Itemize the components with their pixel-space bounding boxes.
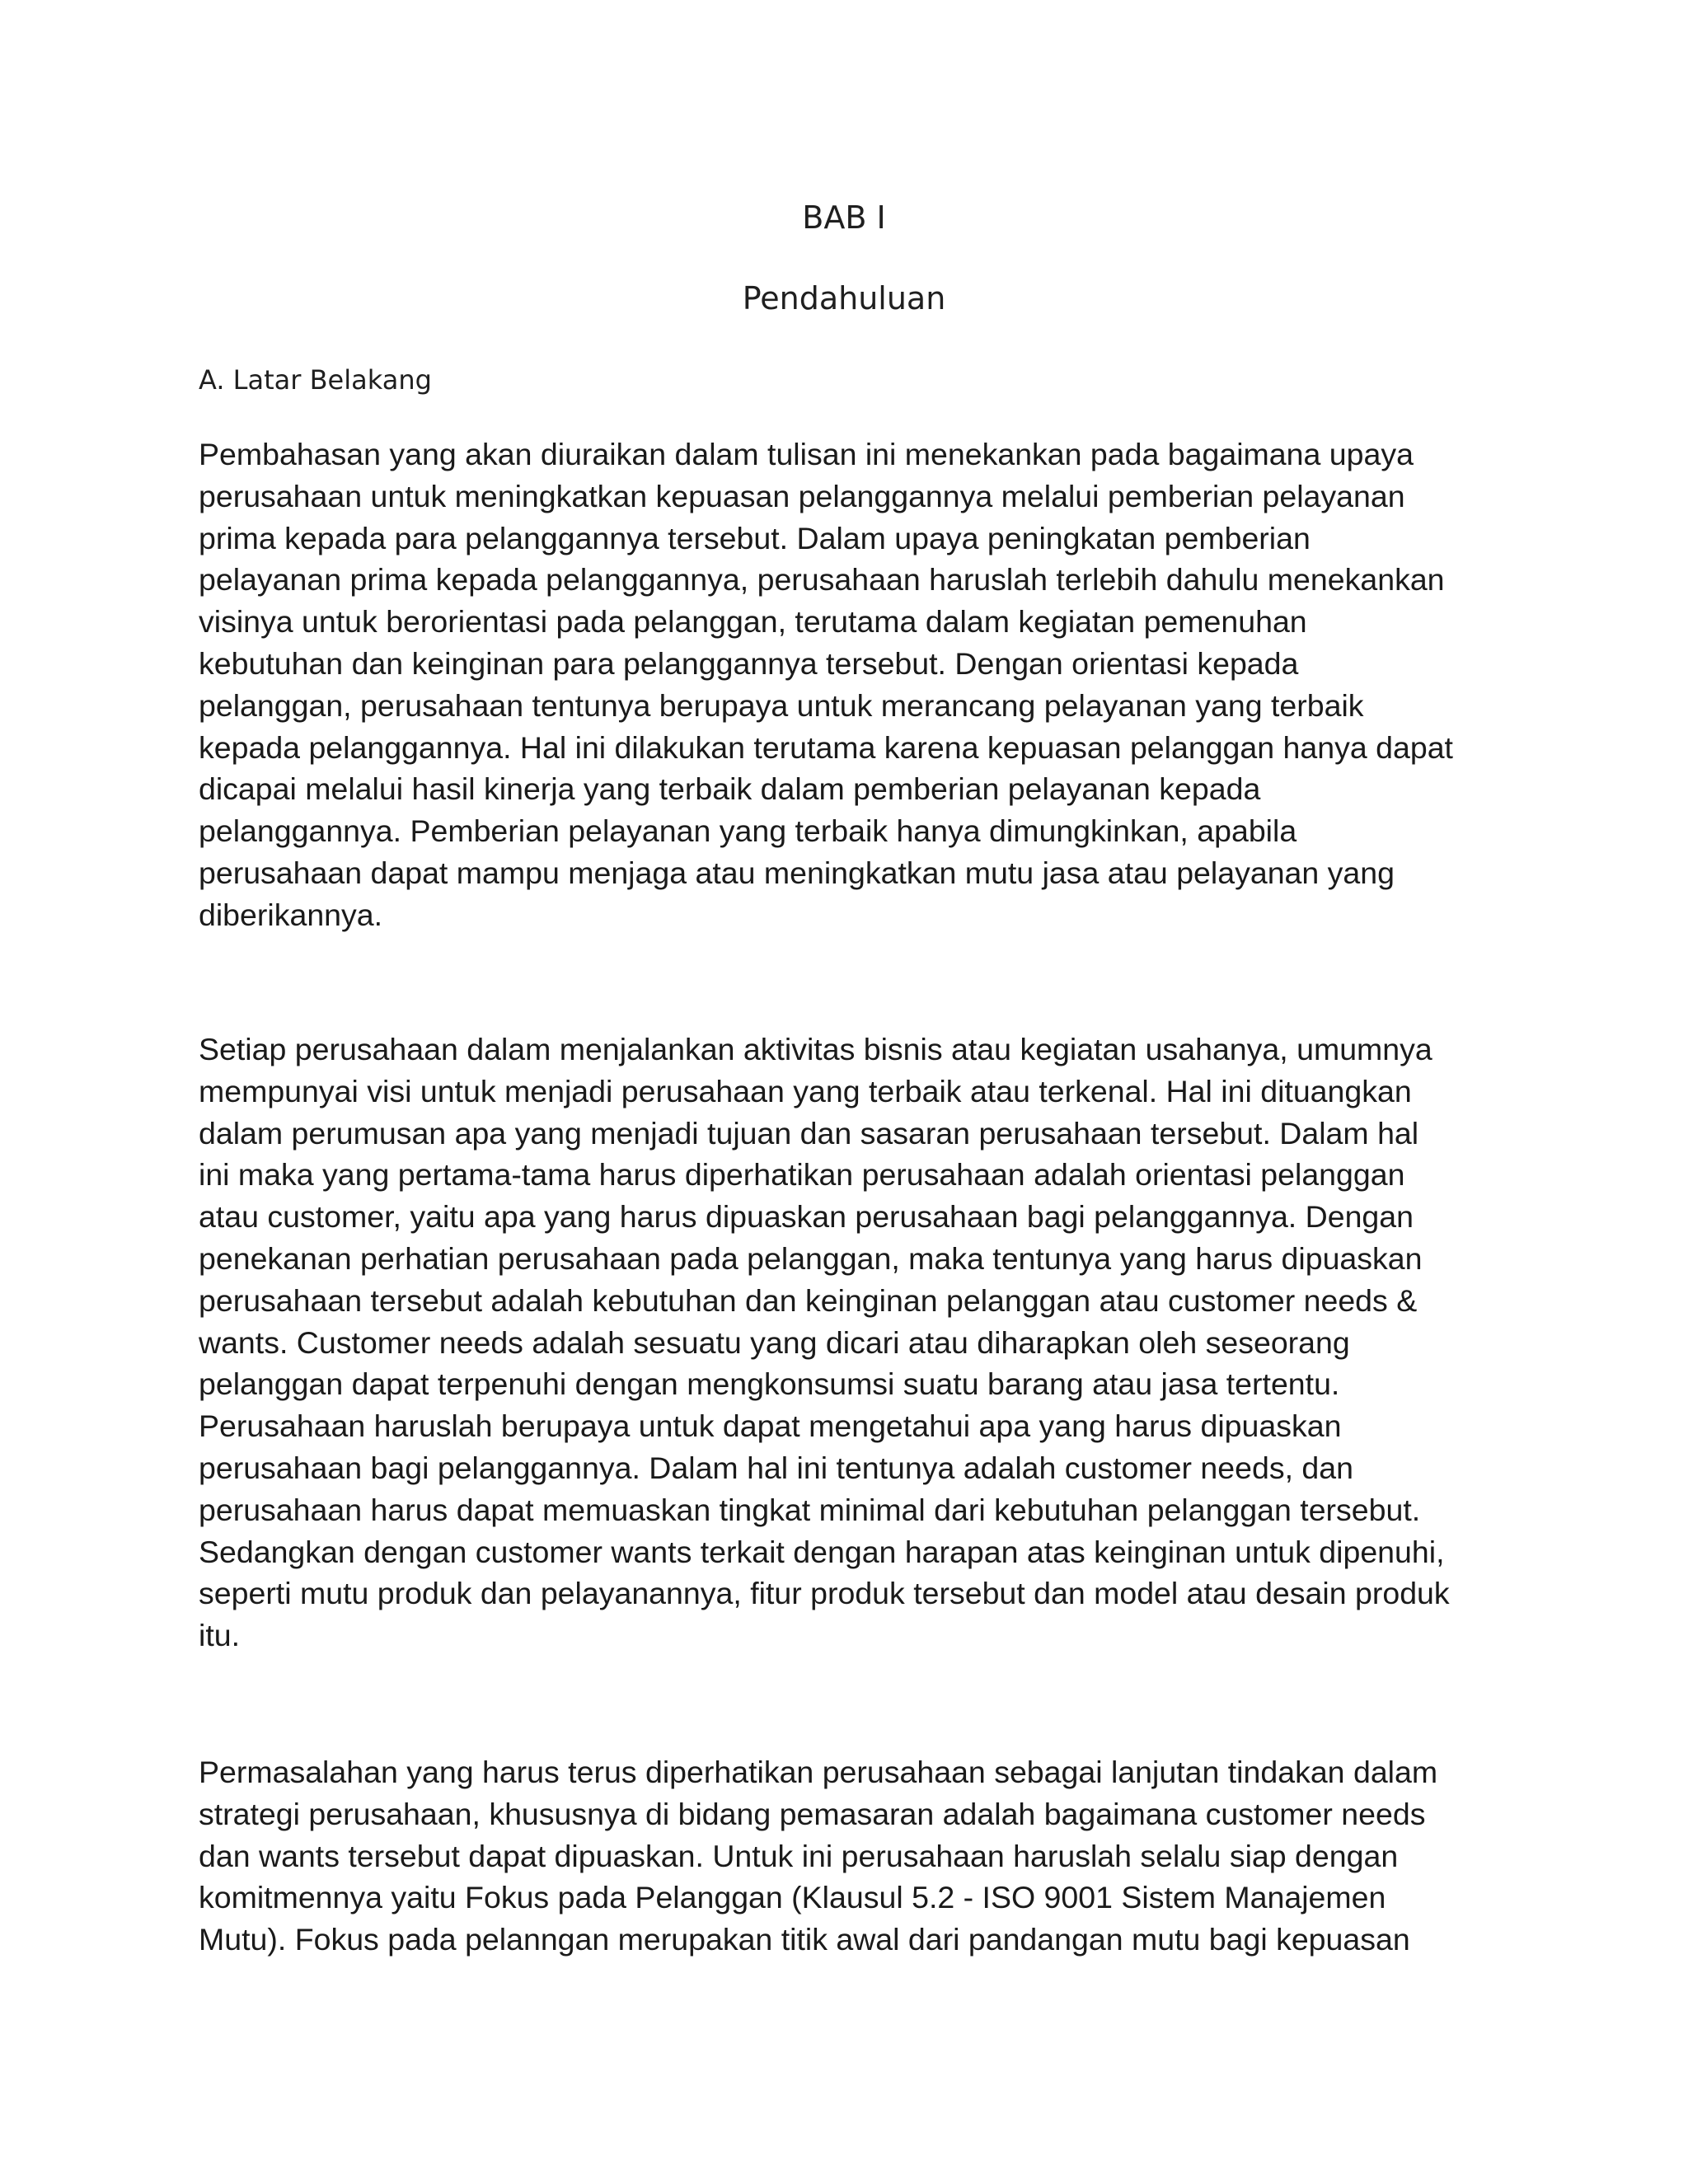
section-heading: A. Latar Belakang [199,364,432,396]
chapter-title: Pendahuluan [742,280,946,316]
paragraph-2: Setiap perusahaan dalam menjalankan aktivitas bisnis atau kegiatan usahanya, umumnya mempunyai visi untuk menjadi perusahaan yang terbaik atau terkenal. Hal ini dituangkan dalam perumusan apa yang menjadi tujuan dan sasaran perusahaan tersebut. Dalam hal ini maka yang pertama-tama harus diperhatikan perusahaan adalah orientasi pelanggan atau customer, yaitu apa yang harus dipuaskan perusahaan bagi pelanggannya. Dengan penekanan perhatian perusahaan pada pelanggan, maka tentunya yang harus dipuaskan perusahaan tersebut adalah kebutuhan dan keinginan pelanggan atau customer needs & wants. Customer needs adalah sesuatu yang dicari atau diharapkan oleh seseorang pelanggan dapat terpenuhi dengan mengkonsumsi suatu barang atau jasa tertentu. Perusahaan haruslah berupaya untuk dapat mengetahui apa yang harus dipuaskan perusahaan bagi pelanggannya. Dalam hal ini tentunya adalah customer needs, dan perusahaan harus dapat memuaskan tingkat minimal dari kebutuhan pelanggan tersebut. Sedangkan dengan customer wants terkait dengan harapan atas keinginan untuk dipenuhi, seperti mutu produk dan pelayanannya, fitur produk tersebut dan model atau desain produk itu. [199,1032,1450,1653]
paragraph-1: Pembahasan yang akan diuraikan dalam tulisan ini menekankan pada bagaimana upaya perusahaan untuk meningkatkan kepuasan pelanggannya melalui pemberian pelayanan prima kepada para pelanggannya tersebut. Dalam upaya peningkatan pemberian pelayanan prima kepada pelanggannya, perusahaan haruslah terlebih dahulu menekankan visinya untuk berorientasi pada pelanggan, terutama dalam kegiatan pemenuhan kebutuhan dan keinginan para pelanggannya tersebut. Dengan orientasi kepada pelanggan, perusahaan tentunya berupaya untuk merancang pelayanan yang terbaik kepada pelanggannya. Hal ini dilakukan terutama karena kepuasan pelanggan hanya dapat dicapai melalui hasil kinerja yang terbaik dalam pemberian pelayanan kepada pelanggannya. Pemberian pelayanan yang terbaik hanya dimungkinkan, apabila perusahaan dapat mampu menjaga atau meningkatkan mutu jasa atau pelayanan yang diberikannya. [199,437,1453,932]
paragraph-3: Permasalahan yang harus terus diperhatikan perusahaan sebagai lanjutan tindakan dalam strategi perusahaan, khususnya di bidang pemasaran adalah bagaimana customer needs dan wants tersebut dapat dipuaskan. Untuk ini perusahaan haruslah selalu siap dengan komitmennya yaitu Fokus pada Pelanggan (Klausul 5.2 - ISO 9001 Sistem Manajemen Mutu). Fokus pada pelanngan merupakan titik awal dari pandangan mutu bagi kepuasan [199,1755,1438,1957]
chapter-number: BAB I [802,199,886,236]
